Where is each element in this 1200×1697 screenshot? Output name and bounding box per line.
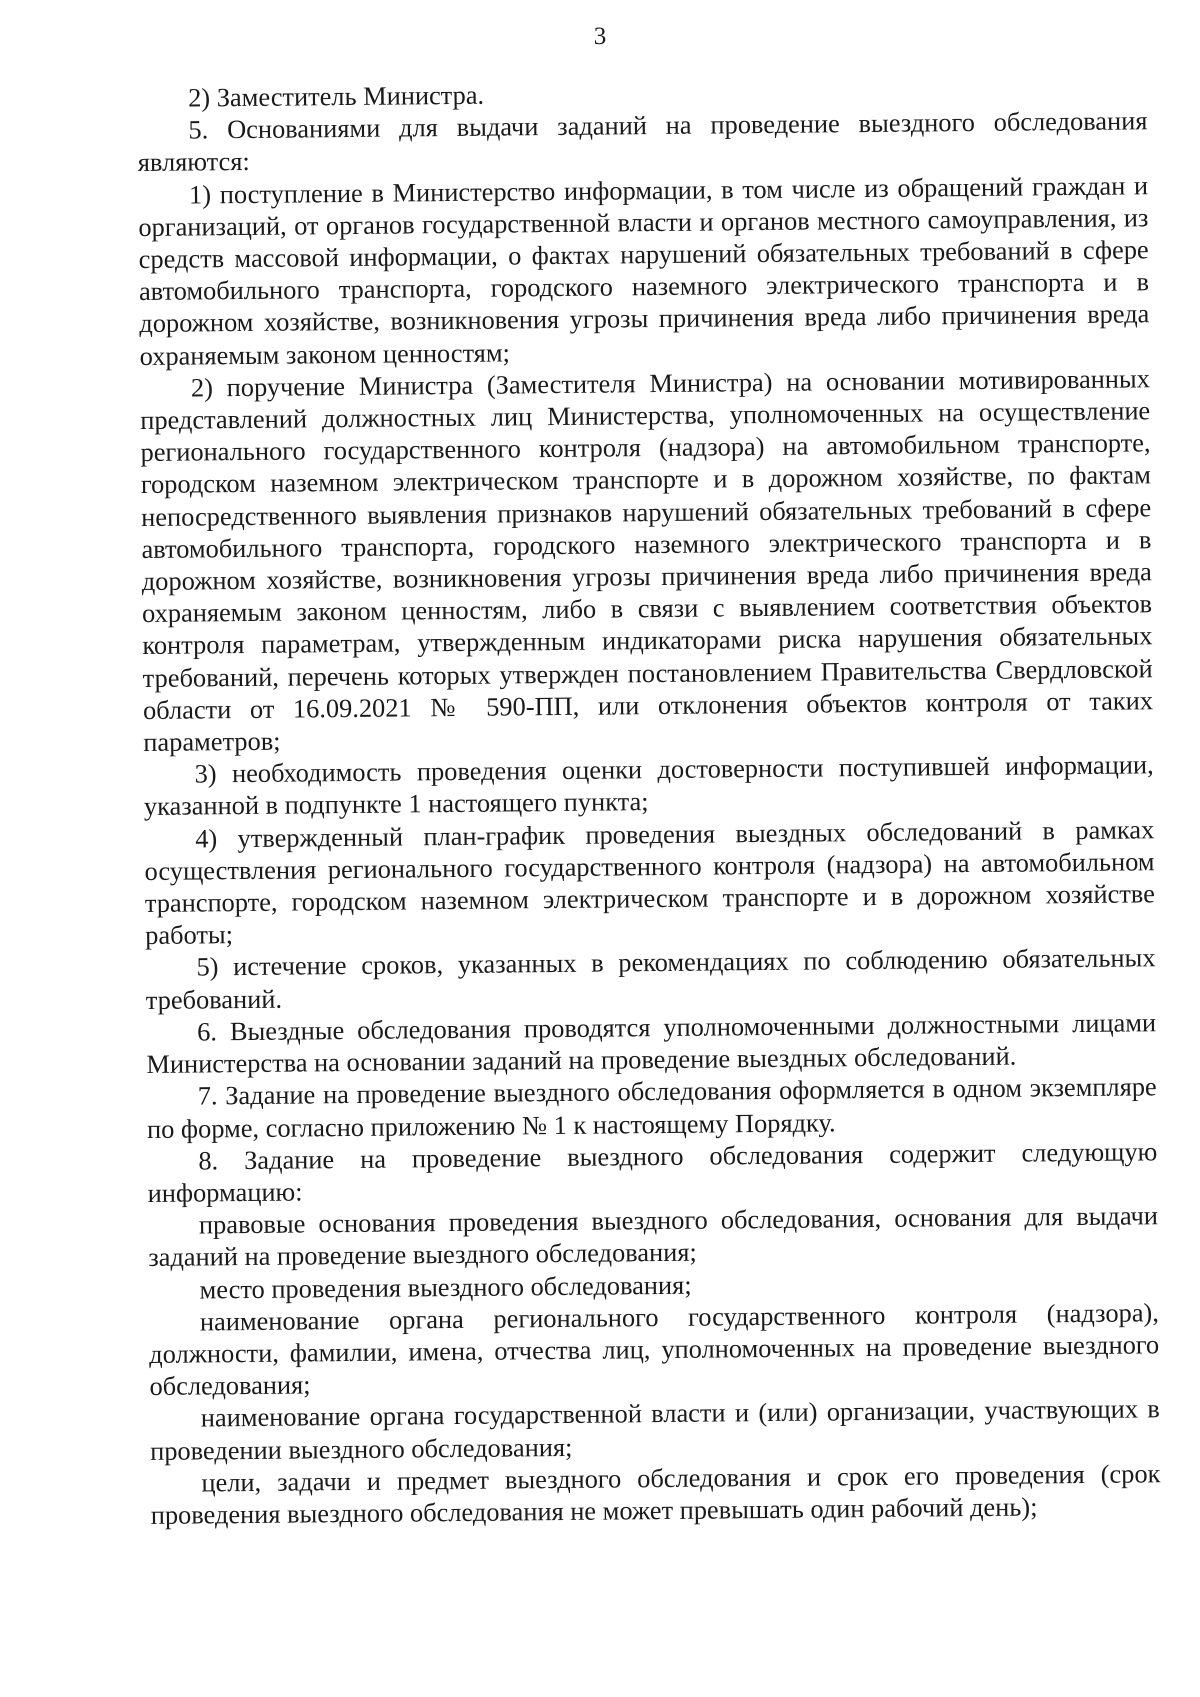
paragraph-deputy-minister: 2) Заместитель Министра. <box>188 79 485 113</box>
paragraph-authority-officials: наименование органа регионального государственного контроля (надзора), должности, фамилии, имена, отчества лиц, уполномоченных на проведение выездного обследования; <box>149 1296 1160 1402</box>
paragraph-legal-grounds: правовые основания проведения выездного обследования, основания для выдачи заданий на проведение выездного обследования; <box>148 1200 1159 1273</box>
paragraph-item-8: 8. Задание на проведение выездного обследования содержит следующую информацию: <box>147 1135 1158 1208</box>
paragraph-subitem-2: 2) поручение Министра (Заместителя Министра) на основании мотивированных представлений должностных лиц Министерства, уполномоченных на осуществление регионального государственного контроля (надзора) на автомобильном транспорте, городском наземном электрическом транспорте и в дорожном хозяйстве, по фактам непосредственного выявления признаков нарушений обязательных требований в сфере автомобильного транспорта, городского наземного электрического транспорта и в дорожном хозяйстве, возникновения угрозы причинения вреда либо причинения вреда охраняемым законом ценностям, либо в связи с выявлением соответствия объектов контроля параметрам, утвержденным индикаторами риска нарушения обязательных требований, перечень которых утвержден постановлением Правительства Свердловской области от 16.09.2021 № 590-ПП, или отклонения объектов контроля от таких параметров; <box>140 363 1154 758</box>
paragraph-subitem-3: 3) необходимость проведения оценки достоверности поступившей информации, указанной в подпункте 1 настоящего пункта; <box>143 749 1154 822</box>
paragraph-item-6: 6. Выездные обследования проводятся уполномоченными должностными лицами Министерства на основании заданий на проведение выездных обследований. <box>146 1007 1157 1080</box>
paragraph-subitem-4: 4) утвержденный план-график проведения выездных обследований в рамках осуществления регионального государственного контроля (надзора) на автомобильном транспорте, городском наземном электрическом транспорте и в дорожном хозяйстве работы; <box>144 813 1155 951</box>
page-number: 3 <box>593 23 607 50</box>
paragraph-item-5-grounds: 5. Основаниями для выдачи заданий на проведение выездного обследования являются: <box>137 105 1148 178</box>
paragraph-location: место проведения выездного обследования; <box>199 1269 692 1304</box>
paragraph-subitem-5: 5) истечение сроков, указанных в рекомендациях по соблюдению обязательных требований. <box>145 942 1156 1015</box>
document-body <box>137 72 1161 1531</box>
paragraph-item-7: 7. Задание на проведение выездного обследования оформляется в одном экземпляре по форме, согласно приложению № 1 к настоящему Порядку. <box>146 1071 1157 1144</box>
paragraph-participating-organizations: наименование органа государственной власти и (или) организации, участвующих в проведении выездного обследования; <box>149 1393 1160 1466</box>
paragraph-subitem-1: 1) поступление в Министерство информации, в том числе из обращений граждан и организаций, от органов государственной власти и органов местного самоуправления, из средств массовой информации, о фактах нарушений обязательных требований в сфере автомобильного транспорта, городского наземного электрического транспорта и в дорожном хозяйстве, возникновения угрозы причинения вреда либо причинения вреда охраняемым законом ценностям; <box>138 169 1150 371</box>
paragraph-goals-and-term: цели, задачи и предмет выездного обследования и срок его проведения (срок проведения выездного обследования не может превышать один рабочий день); <box>150 1457 1161 1530</box>
